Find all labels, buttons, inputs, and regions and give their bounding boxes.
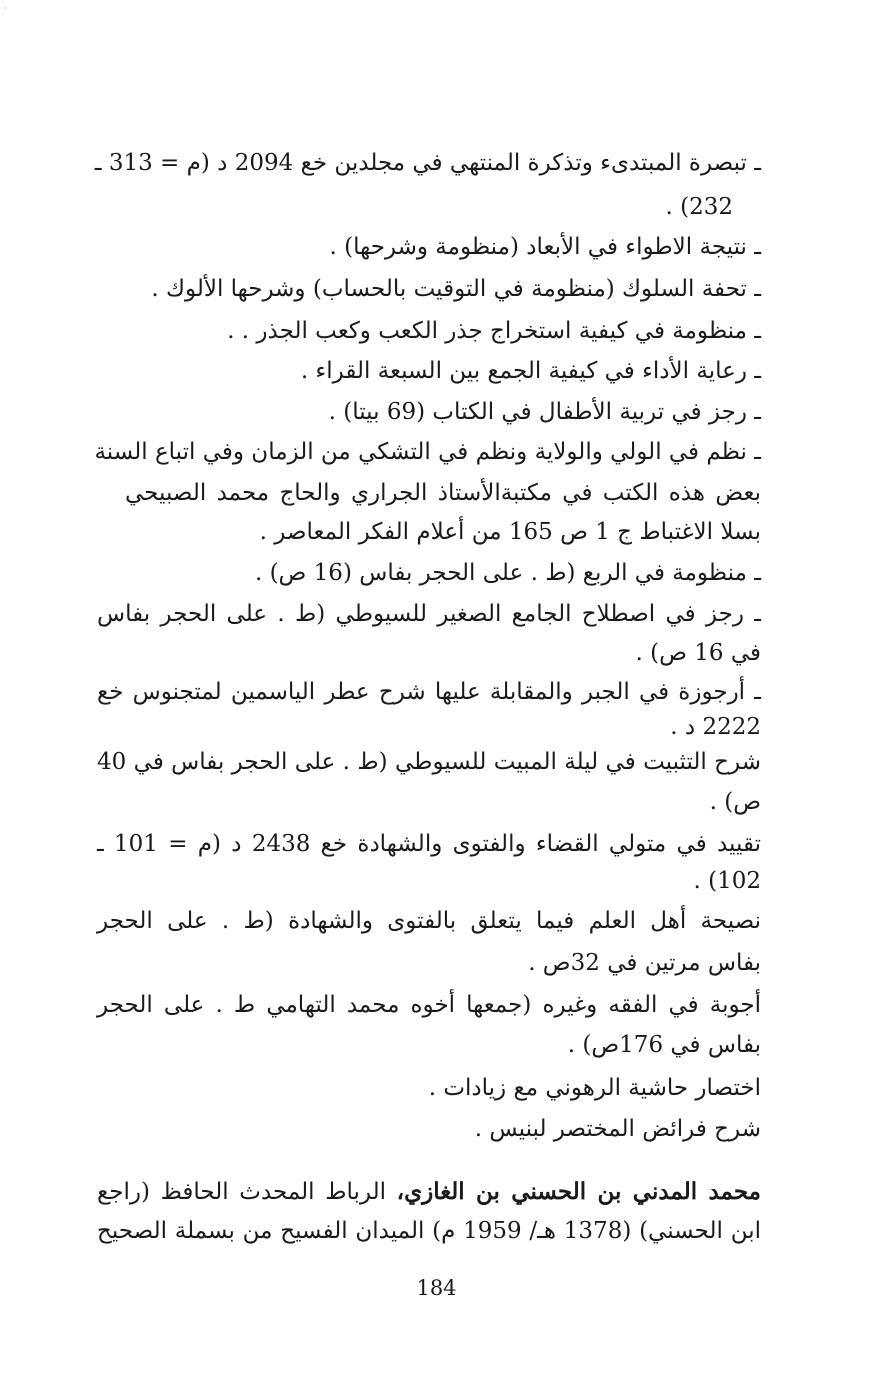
text-line-10: بسلا الاغتباط ج 1 ص 165 من أعلام الفكر المعاصر .	[259, 519, 761, 545]
text-line-14: ـ أرجوزة في الجبر والمقابلة عليها شرح عطر الياسمين لمتجنوس خع	[97, 679, 761, 705]
text-line-1: ـ تبصرة المبتدىء وتذكرة المنتهي في مجلدين خع 2094 د (م = 313 ـ	[94, 150, 761, 176]
text-line-2: 232) .	[665, 194, 733, 220]
text-line-11: ـ منظومة في الربع (ط . على الحجر بفاس (16 ص) .	[254, 560, 761, 586]
text-line-27: ابن الحسني) (1378 هـ/ 1959 م) الميدان الفسيح من بسملة الصحيح	[97, 1218, 761, 1244]
text-line-7: ـ رجز في تربية الأطفال في الكتاب (69 بيتا) .	[328, 399, 761, 425]
text-line-8: ـ نظم في الولي والولاية ونظم في التشكي من الزمان وفي اتباع السنة	[94, 439, 761, 465]
text-line-5: ـ منظومة في كيفية استخراج جذر الكعب وكعب الجذر . .	[227, 318, 761, 344]
text-line-24: اختصار حاشية الرهوني مع زيادات .	[428, 1075, 761, 1101]
text-line-22: أجوبة في الفقه وغيره (جمعها أخوه محمد التهامي ط . على الحجر	[97, 992, 761, 1018]
text-line-17: ص) .	[709, 789, 761, 815]
entry-name: محمد المدني بن الحسني بن الغازي،	[396, 1178, 761, 1205]
text-line-9: بعض هذه الكتب في مكتبةالأستاذ الجراري والحاج محمد الصبيحي	[125, 480, 761, 506]
text-line-21: بفاس مرتين في 32ص .	[528, 950, 761, 976]
text-line-12: ـ رجز في اصطلاح الجامع الصغير للسيوطي (ط . على الحجر بفاس	[97, 601, 761, 627]
page-number: 184	[416, 1276, 457, 1300]
text-line-20: نصيحة أهل العلم فيما يتعلق بالفتوى والشهادة (ط . على الحجر	[97, 908, 761, 934]
text-line-18: تقييد في متولي القضاء والفتوى والشهادة خع 2438 د (م = 101 ـ	[97, 831, 761, 857]
text-line-16: شرح التثبيت في ليلة المبيت للسيوطي (ط . على الحجر بفاس في 40	[97, 749, 761, 775]
text-line-13: في 16 ص) .	[635, 640, 761, 666]
text-line-23: بفاس في 176ص) .	[567, 1032, 761, 1058]
text-line-15: 2222 د .	[670, 714, 761, 740]
text-line-19: 102) .	[693, 868, 761, 894]
text-line-25: شرح فرائض المختصر لبنيس .	[474, 1116, 761, 1142]
corner-mark: ·	[4, 4, 7, 13]
text-line-6: ـ رعاية الأداء في كيفية الجمع بين السبعة القراء .	[300, 358, 761, 384]
text-line-4: ـ تحفة السلوك (منظومة في التوقيت بالحساب) وشرحها الألوك .	[151, 276, 761, 302]
text-line-26	[97, 1180, 761, 1204]
entry-rest: الرباط المحدث الحافظ (راجع	[97, 1179, 397, 1205]
text-line-3: ـ نتيجة الاطواء في الأبعاد (منظومة وشرحها) .	[329, 234, 761, 260]
